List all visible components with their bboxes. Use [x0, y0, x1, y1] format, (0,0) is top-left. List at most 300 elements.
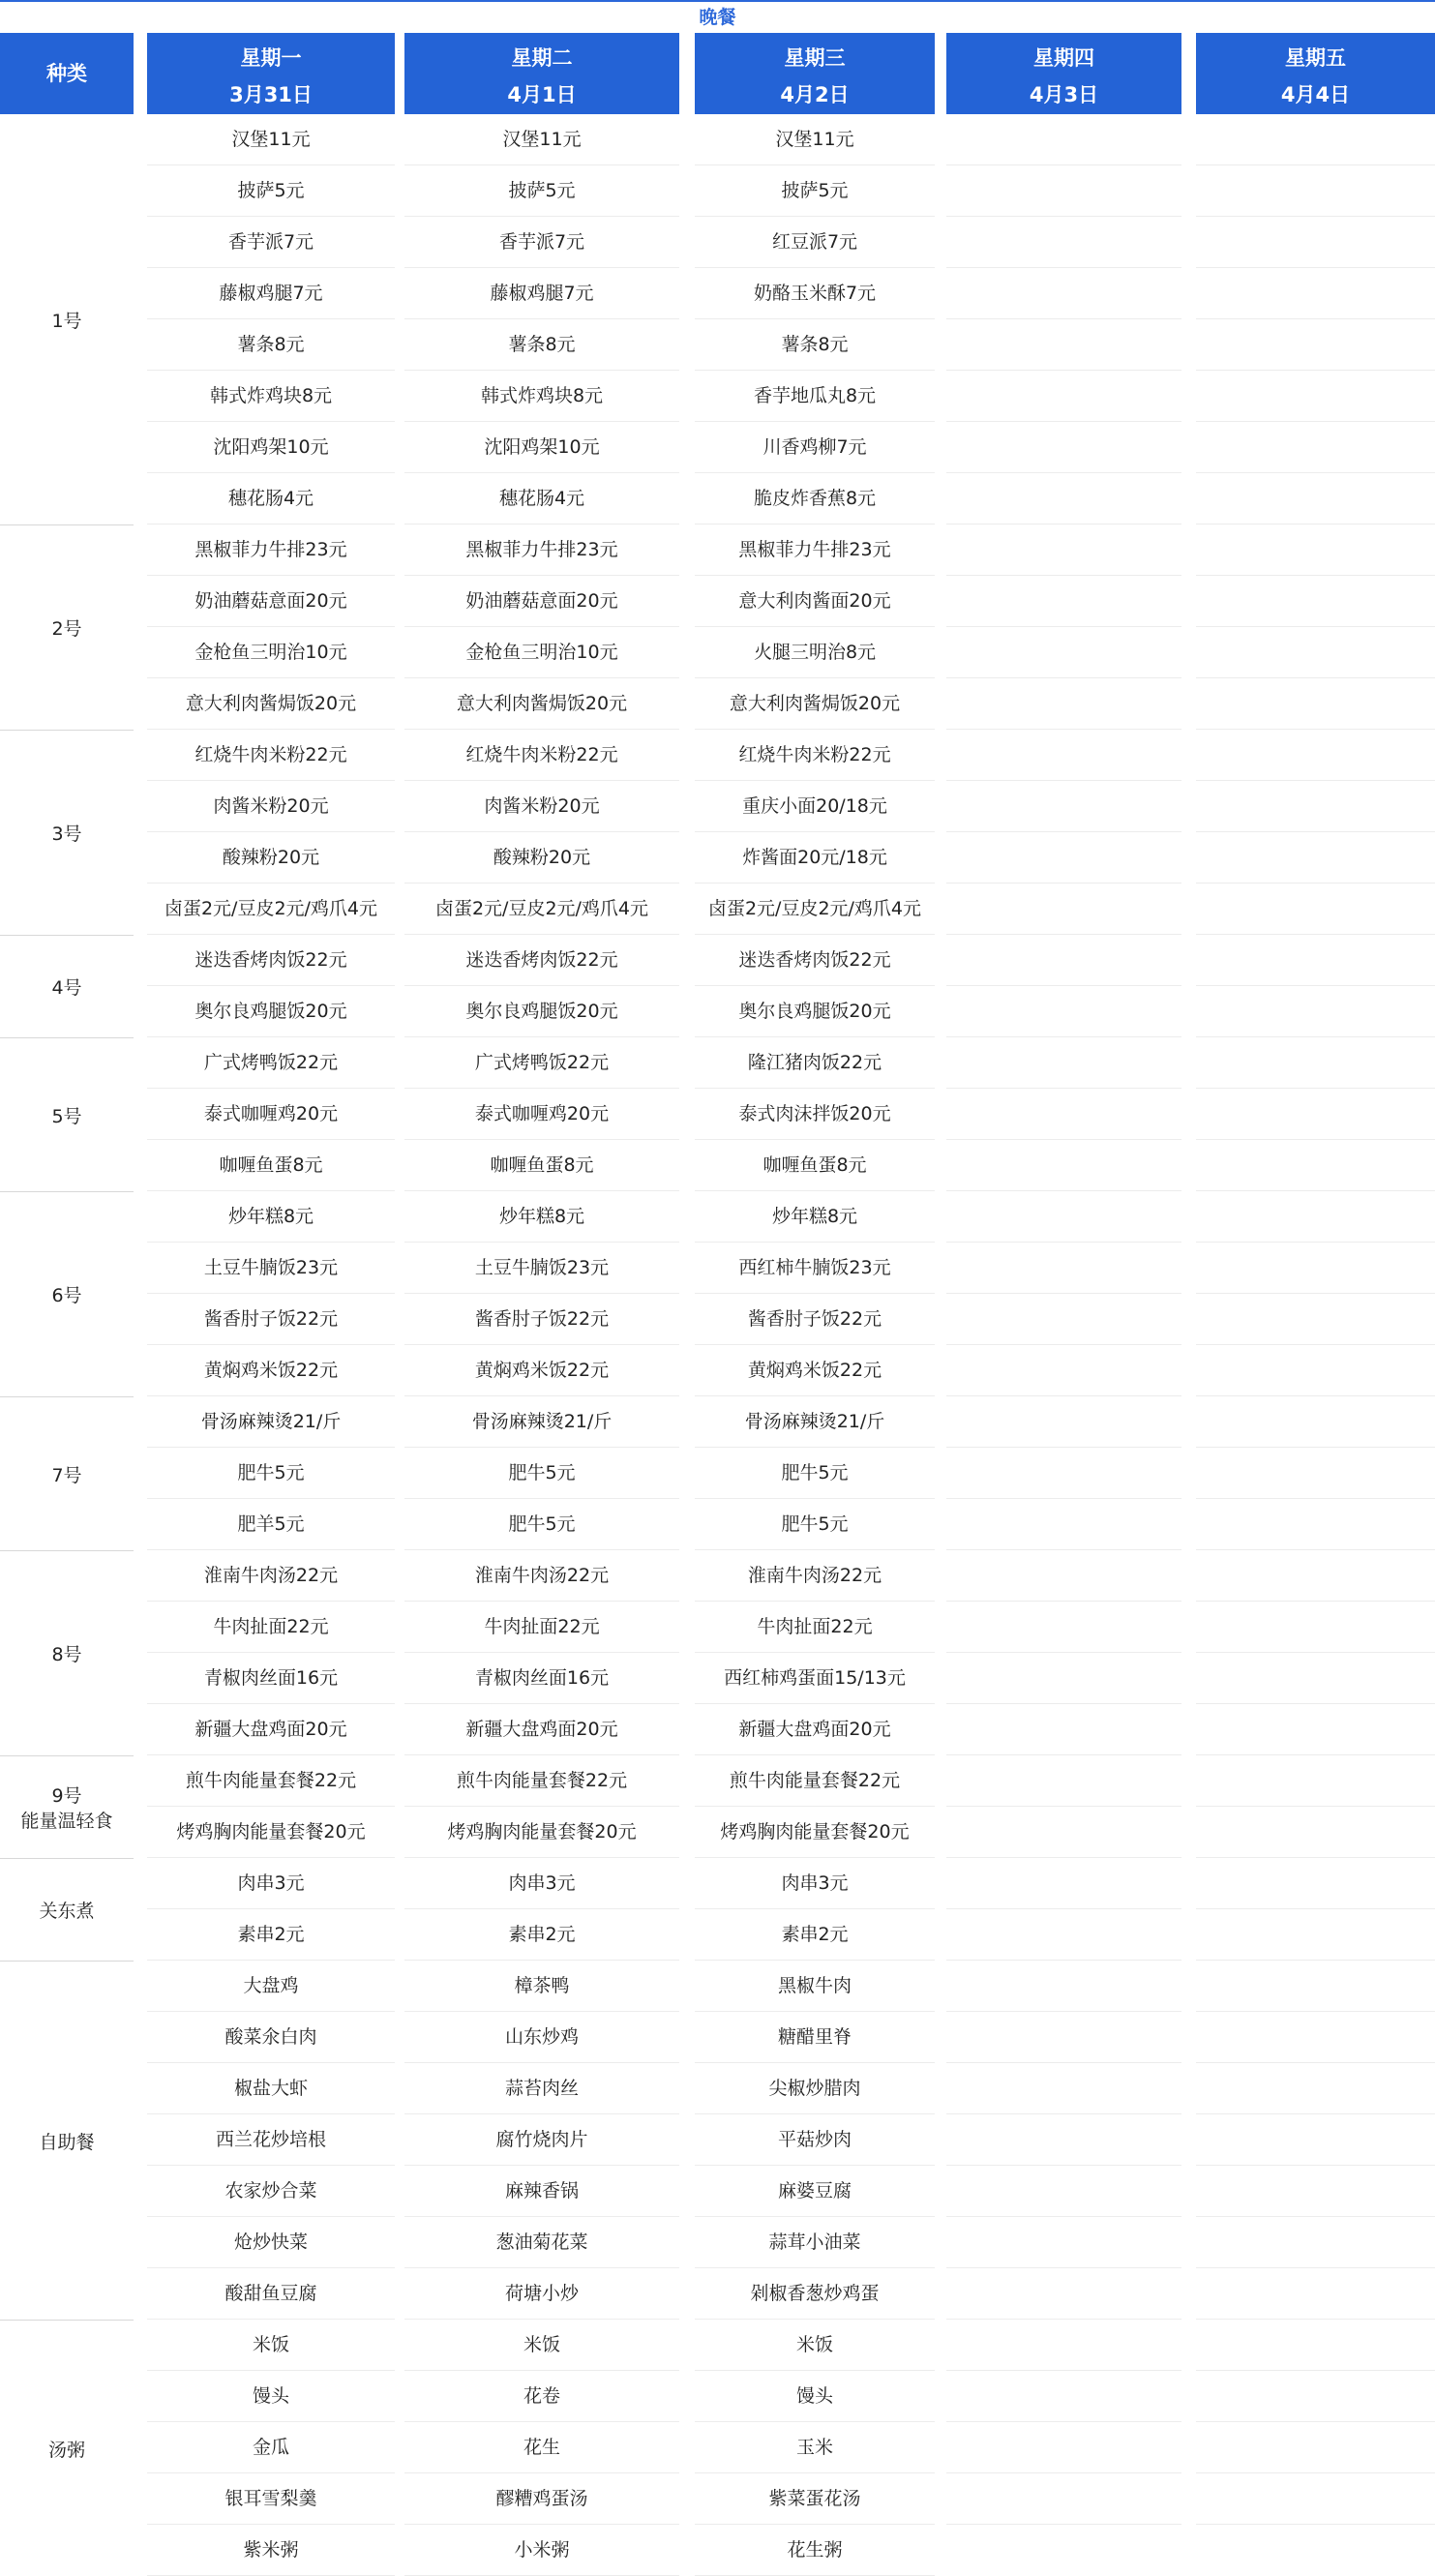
menu-cell [1196, 2114, 1435, 2166]
menu-cell [946, 678, 1181, 730]
menu-cell [946, 2320, 1181, 2371]
table-row [0, 2217, 1435, 2268]
menu-cell: 汉堡11元 [695, 114, 935, 165]
menu-cell [1196, 524, 1435, 576]
menu-cell [1196, 2320, 1435, 2371]
menu-cell: 薯条8元 [404, 319, 679, 371]
table-row [0, 473, 1435, 524]
menu-cell [946, 1858, 1181, 1909]
menu-cell: 肥牛5元 [695, 1499, 935, 1550]
menu-cell: 麻辣香锅 [404, 2166, 679, 2217]
menu-cell: 醪糟鸡蛋汤 [404, 2473, 679, 2525]
menu-cell: 泰式咖喱鸡20元 [147, 1089, 395, 1140]
menu-cell [1196, 986, 1435, 1037]
table-row [0, 1755, 1435, 1807]
table-row [0, 2525, 1435, 2576]
menu-cell: 香芋地瓜丸8元 [695, 371, 935, 422]
menu-cell [946, 217, 1181, 268]
table-row [0, 2268, 1435, 2320]
menu-cell: 酸甜鱼豆腐 [147, 2268, 395, 2320]
menu-cell: 隆江猪肉饭22元 [695, 1037, 935, 1089]
menu-cell: 馒头 [695, 2371, 935, 2422]
table-row [0, 576, 1435, 627]
menu-cell [946, 2525, 1181, 2576]
menu-cell: 意大利肉酱面20元 [695, 576, 935, 627]
category-label-line: 关东煮 [39, 1901, 95, 1922]
table-row [0, 2422, 1435, 2473]
menu-cell [946, 986, 1181, 1037]
menu-cell: 素串2元 [404, 1909, 679, 1961]
menu-cell: 肥牛5元 [695, 1448, 935, 1499]
menu-cell: 咖喱鱼蛋8元 [404, 1140, 679, 1191]
menu-cell: 红烧牛肉米粉22元 [404, 730, 679, 781]
menu-cell: 韩式炸鸡块8元 [404, 371, 679, 422]
menu-cell: 骨汤麻辣烫21/斤 [147, 1396, 395, 1448]
table-row [0, 2012, 1435, 2063]
category-label-line: 自助餐 [39, 2131, 95, 2153]
menu-cell: 意大利肉酱焗饭20元 [404, 678, 679, 730]
menu-cell: 麻婆豆腐 [695, 2166, 935, 2217]
menu-cell [946, 1961, 1181, 2012]
menu-cell: 淮南牛肉汤22元 [404, 1550, 679, 1602]
header-date: 3月31日 [229, 83, 313, 106]
menu-cell [1196, 678, 1435, 730]
menu-cell [946, 1396, 1181, 1448]
menu-cell: 烤鸡胸肉能量套餐20元 [147, 1807, 395, 1858]
menu-cell: 沈阳鸡架10元 [404, 422, 679, 473]
menu-cell: 金枪鱼三明治10元 [147, 627, 395, 678]
header-weekday: 星期四 [1033, 46, 1094, 70]
table-row [0, 1089, 1435, 1140]
table-row [0, 1396, 1435, 1448]
menu-cell [1196, 2166, 1435, 2217]
category-label-line: 9号 [51, 1785, 82, 1807]
category-divider [0, 1037, 134, 1038]
menu-cell: 黄焖鸡米饭22元 [404, 1345, 679, 1396]
menu-cell [946, 2012, 1181, 2063]
menu-cell [1196, 1704, 1435, 1755]
menu-cell [1196, 2422, 1435, 2473]
menu-cell: 奶酪玉米酥7元 [695, 268, 935, 319]
menu-cell [1196, 2473, 1435, 2525]
menu-cell [1196, 2012, 1435, 2063]
menu-cell [946, 114, 1181, 165]
menu-cell [1196, 1909, 1435, 1961]
menu-cell: 酱香肘子饭22元 [147, 1294, 395, 1345]
category-label [0, 730, 134, 935]
menu-cell [1196, 576, 1435, 627]
table-row [0, 781, 1435, 832]
menu-cell: 广式烤鸭饭22元 [147, 1037, 395, 1089]
menu-cell: 意大利肉酱焗饭20元 [147, 678, 395, 730]
table-row [0, 2371, 1435, 2422]
table-row [0, 1653, 1435, 1704]
menu-cell: 西兰花炒培根 [147, 2114, 395, 2166]
menu-cell [1196, 2525, 1435, 2576]
menu-cell [946, 2166, 1181, 2217]
category-divider [0, 1755, 134, 1756]
menu-cell: 小米粥 [404, 2525, 679, 2576]
menu-cell [946, 2268, 1181, 2320]
menu-cell [1196, 627, 1435, 678]
menu-cell [1196, 730, 1435, 781]
menu-cell [1196, 1037, 1435, 1089]
menu-cell [946, 1807, 1181, 1858]
menu-cell: 酱香肘子饭22元 [404, 1294, 679, 1345]
menu-cell: 炒年糕8元 [147, 1191, 395, 1243]
menu-cell: 馒头 [147, 2371, 395, 2422]
menu-cell [1196, 371, 1435, 422]
category-label-line: 8号 [51, 1644, 82, 1665]
category-divider [0, 730, 134, 731]
menu-cell: 尖椒炒腊肉 [695, 2063, 935, 2114]
menu-cell: 紫菜蛋花汤 [695, 2473, 935, 2525]
menu-cell: 韩式炸鸡块8元 [147, 371, 395, 422]
header-weekday: 星期二 [511, 46, 573, 70]
menu-cell: 青椒肉丝面16元 [147, 1653, 395, 1704]
menu-cell: 肉串3元 [147, 1858, 395, 1909]
menu-cell [946, 1755, 1181, 1807]
menu-cell: 泰式肉沫拌饭20元 [695, 1089, 935, 1140]
category-label [0, 1961, 134, 2320]
table-row [0, 371, 1435, 422]
menu-cell [1196, 2268, 1435, 2320]
menu-cell: 煎牛肉能量套餐22元 [147, 1755, 395, 1807]
menu-cell: 腐竹烧肉片 [404, 2114, 679, 2166]
menu-cell [1196, 1448, 1435, 1499]
menu-cell: 西红柿牛腩饭23元 [695, 1243, 935, 1294]
menu-cell [946, 524, 1181, 576]
menu-cell: 青椒肉丝面16元 [404, 1653, 679, 1704]
menu-cell [1196, 473, 1435, 524]
menu-cell [1196, 781, 1435, 832]
menu-cell: 糖醋里脊 [695, 2012, 935, 2063]
menu-cell: 淮南牛肉汤22元 [695, 1550, 935, 1602]
menu-cell [946, 1243, 1181, 1294]
table-row [0, 1243, 1435, 1294]
menu-cell [946, 1499, 1181, 1550]
menu-cell: 汉堡11元 [404, 114, 679, 165]
table-row [0, 1602, 1435, 1653]
menu-cell [1196, 1089, 1435, 1140]
menu-cell [946, 473, 1181, 524]
menu-cell [946, 268, 1181, 319]
menu-cell: 葱油菊花菜 [404, 2217, 679, 2268]
menu-cell: 煎牛肉能量套餐22元 [695, 1755, 935, 1807]
header-weekday: 星期五 [1285, 46, 1346, 70]
table-row [0, 1140, 1435, 1191]
menu-cell [946, 2371, 1181, 2422]
menu-cell [946, 1089, 1181, 1140]
menu-cell [946, 1191, 1181, 1243]
menu-cell [1196, 1807, 1435, 1858]
category-label-line: 5号 [51, 1105, 82, 1127]
menu-cell [1196, 1961, 1435, 2012]
menu-cell: 黑椒菲力牛排23元 [147, 524, 395, 576]
menu-cell [1196, 884, 1435, 935]
table-row [0, 678, 1435, 730]
category-divider [0, 935, 134, 936]
menu-cell: 剁椒香葱炒鸡蛋 [695, 2268, 935, 2320]
table-row [0, 1550, 1435, 1602]
category-label-line: 7号 [51, 1464, 82, 1486]
menu-cell: 肉酱米粉20元 [147, 781, 395, 832]
menu-cell: 金枪鱼三明治10元 [404, 627, 679, 678]
menu-cell: 蒜苔肉丝 [404, 2063, 679, 2114]
menu-cell: 黑椒菲力牛排23元 [695, 524, 935, 576]
header-kind [0, 33, 134, 114]
menu-cell: 迷迭香烤肉饭22元 [404, 935, 679, 986]
menu-cell: 炒年糕8元 [404, 1191, 679, 1243]
category-label [0, 2320, 134, 2576]
menu-cell: 肉串3元 [404, 1858, 679, 1909]
menu-cell [946, 1140, 1181, 1191]
menu-cell [946, 1602, 1181, 1653]
menu-cell [946, 884, 1181, 935]
category-label-line: 能量温轻食 [20, 1811, 113, 1832]
menu-cell: 香芋派7元 [147, 217, 395, 268]
menu-cell: 肥羊5元 [147, 1499, 395, 1550]
menu-cell: 咖喱鱼蛋8元 [695, 1140, 935, 1191]
menu-cell [1196, 217, 1435, 268]
table-row [0, 1961, 1435, 2012]
menu-cell [1196, 2063, 1435, 2114]
menu-cell [1196, 1550, 1435, 1602]
header-date: 4月1日 [507, 83, 577, 106]
menu-cell [946, 935, 1181, 986]
table-row [0, 217, 1435, 268]
menu-cell [1196, 832, 1435, 884]
category-label-line: 3号 [51, 824, 82, 845]
menu-cell: 西红柿鸡蛋面15/13元 [695, 1653, 935, 1704]
menu-cell: 红烧牛肉米粉22元 [695, 730, 935, 781]
menu-cell [946, 2063, 1181, 2114]
menu-cell [1196, 1345, 1435, 1396]
menu-cell [1196, 1243, 1435, 1294]
menu-cell [1196, 114, 1435, 165]
menu-cell [946, 832, 1181, 884]
menu-cell: 骨汤麻辣烫21/斤 [404, 1396, 679, 1448]
menu-cell: 藤椒鸡腿7元 [404, 268, 679, 319]
menu-cell [946, 422, 1181, 473]
menu-cell: 奥尔良鸡腿饭20元 [695, 986, 935, 1037]
menu-cell: 烤鸡胸肉能量套餐20元 [695, 1807, 935, 1858]
menu-cell: 米饭 [695, 2320, 935, 2371]
menu-cell: 荷塘小炒 [404, 2268, 679, 2320]
menu-cell: 意大利肉酱焗饭20元 [695, 678, 935, 730]
menu-cell [946, 1037, 1181, 1089]
menu-cell: 肥牛5元 [404, 1499, 679, 1550]
menu-cell: 米饭 [147, 2320, 395, 2371]
menu-cell: 素串2元 [695, 1909, 935, 1961]
menu-cell: 披萨5元 [404, 165, 679, 217]
table-row [0, 165, 1435, 217]
header-weekday: 星期一 [240, 46, 302, 70]
category-divider [0, 1550, 134, 1551]
menu-cell: 炸酱面20元/18元 [695, 832, 935, 884]
menu-cell: 肥牛5元 [404, 1448, 679, 1499]
menu-cell: 淮南牛肉汤22元 [147, 1550, 395, 1602]
menu-cell: 玉米 [695, 2422, 935, 2473]
menu-cell: 蒜茸小油菜 [695, 2217, 935, 2268]
menu-cell: 紫米粥 [147, 2525, 395, 2576]
table-row [0, 1345, 1435, 1396]
menu-cell [1196, 1653, 1435, 1704]
menu-cell: 沈阳鸡架10元 [147, 422, 395, 473]
menu-cell: 泰式咖喱鸡20元 [404, 1089, 679, 1140]
menu-cell: 火腿三明治8元 [695, 627, 935, 678]
menu-cell: 酱香肘子饭22元 [695, 1294, 935, 1345]
table-row [0, 319, 1435, 371]
menu-cell: 黑椒菲力牛排23元 [404, 524, 679, 576]
menu-cell [946, 730, 1181, 781]
menu-cell: 肉酱米粉20元 [404, 781, 679, 832]
table-row [0, 986, 1435, 1037]
menu-cell: 卤蛋2元/豆皮2元/鸡爪4元 [147, 884, 395, 935]
menu-cell [946, 1294, 1181, 1345]
menu-cell [1196, 1191, 1435, 1243]
header-day-fri [1196, 33, 1435, 114]
menu-cell: 新疆大盘鸡面20元 [404, 1704, 679, 1755]
category-label [0, 1191, 134, 1396]
menu-cell [946, 1909, 1181, 1961]
header-day-wed [695, 33, 935, 114]
header-kind-label: 种类 [46, 62, 87, 85]
menu-cell: 奥尔良鸡腿饭20元 [404, 986, 679, 1037]
menu-cell: 披萨5元 [695, 165, 935, 217]
menu-cell: 咖喱鱼蛋8元 [147, 1140, 395, 1191]
menu-cell [946, 1704, 1181, 1755]
menu-cell: 脆皮炸香蕉8元 [695, 473, 935, 524]
table-row [0, 627, 1435, 678]
menu-cell [1196, 422, 1435, 473]
table-row [0, 832, 1435, 884]
table-row [0, 730, 1435, 781]
table-row [0, 524, 1435, 576]
category-label [0, 1550, 134, 1755]
menu-cell [946, 371, 1181, 422]
table-row [0, 1807, 1435, 1858]
menu-cell [1196, 1396, 1435, 1448]
category-divider [0, 1396, 134, 1397]
menu-cell: 金瓜 [147, 2422, 395, 2473]
menu-cell: 薯条8元 [695, 319, 935, 371]
menu-cell: 广式烤鸭饭22元 [404, 1037, 679, 1089]
table-row [0, 268, 1435, 319]
header-date: 4月4日 [1280, 83, 1351, 106]
category-label [0, 524, 134, 730]
category-label-line: 2号 [51, 618, 82, 640]
table-row [0, 1191, 1435, 1243]
table-row [0, 1037, 1435, 1089]
menu-cell [946, 1345, 1181, 1396]
menu-cell: 农家炒合菜 [147, 2166, 395, 2217]
menu-cell [946, 2114, 1181, 2166]
menu-cell: 奶油蘑菇意面20元 [147, 576, 395, 627]
menu-cell [1196, 1140, 1435, 1191]
menu-cell: 椒盐大虾 [147, 2063, 395, 2114]
menu-cell [946, 319, 1181, 371]
menu-cell [1196, 319, 1435, 371]
menu-cell: 穗花肠4元 [147, 473, 395, 524]
category-label-line: 汤粥 [47, 2439, 85, 2461]
menu-cell: 红豆派7元 [695, 217, 935, 268]
menu-cell: 牛肉扯面22元 [404, 1602, 679, 1653]
table-row [0, 2320, 1435, 2371]
menu-cell: 新疆大盘鸡面20元 [147, 1704, 395, 1755]
menu-cell: 肥牛5元 [147, 1448, 395, 1499]
menu-cell: 炒年糕8元 [695, 1191, 935, 1243]
category-label-line: 1号 [51, 311, 82, 332]
category-label [0, 1858, 134, 1961]
menu-cell: 米饭 [404, 2320, 679, 2371]
menu-cell: 红烧牛肉米粉22元 [147, 730, 395, 781]
menu-cell: 汉堡11元 [147, 114, 395, 165]
menu-cell: 奶油蘑菇意面20元 [404, 576, 679, 627]
category-divider [0, 1858, 134, 1859]
menu-cell: 迷迭香烤肉饭22元 [695, 935, 935, 986]
menu-cell: 卤蛋2元/豆皮2元/鸡爪4元 [695, 884, 935, 935]
menu-cell [946, 1550, 1181, 1602]
header-day-mon [147, 33, 395, 114]
table-row [0, 2166, 1435, 2217]
menu-cell: 迷迭香烤肉饭22元 [147, 935, 395, 986]
menu-cell: 银耳雪梨羹 [147, 2473, 395, 2525]
menu-cell [946, 576, 1181, 627]
menu-cell: 牛肉扯面22元 [695, 1602, 935, 1653]
menu-cell [946, 2422, 1181, 2473]
menu-cell: 奥尔良鸡腿饭20元 [147, 986, 395, 1037]
table-row [0, 1909, 1435, 1961]
menu-cell: 披萨5元 [147, 165, 395, 217]
category-label-line: 6号 [51, 1285, 82, 1306]
menu-cell [946, 2473, 1181, 2525]
menu-cell: 煎牛肉能量套餐22元 [404, 1755, 679, 1807]
table-row [0, 1294, 1435, 1345]
menu-cell [1196, 1602, 1435, 1653]
menu-cell: 川香鸡柳7元 [695, 422, 935, 473]
menu-cell [1196, 2217, 1435, 2268]
header-date: 4月2日 [780, 83, 850, 106]
menu-cell: 山东炒鸡 [404, 2012, 679, 2063]
menu-cell: 酸辣粉20元 [147, 832, 395, 884]
table-row [0, 2063, 1435, 2114]
menu-cell: 卤蛋2元/豆皮2元/鸡爪4元 [404, 884, 679, 935]
category-label [0, 935, 134, 1037]
menu-cell: 土豆牛腩饭23元 [147, 1243, 395, 1294]
menu-cell: 黑椒牛肉 [695, 1961, 935, 2012]
menu-cell: 骨汤麻辣烫21/斤 [695, 1396, 935, 1448]
header-day-thu [946, 33, 1181, 114]
menu-cell: 炝炒快菜 [147, 2217, 395, 2268]
menu-cell: 素串2元 [147, 1909, 395, 1961]
menu-cell [946, 1448, 1181, 1499]
menu-cell: 烤鸡胸肉能量套餐20元 [404, 1807, 679, 1858]
table-row [0, 422, 1435, 473]
header-day-tue [404, 33, 679, 114]
menu-cell [1196, 1294, 1435, 1345]
table-row [0, 2114, 1435, 2166]
menu-cell: 穗花肠4元 [404, 473, 679, 524]
menu-cell: 土豆牛腩饭23元 [404, 1243, 679, 1294]
menu-cell: 平菇炒肉 [695, 2114, 935, 2166]
category-divider [0, 524, 134, 525]
menu-cell: 花生 [404, 2422, 679, 2473]
table-row [0, 2473, 1435, 2525]
menu-cell: 黄焖鸡米饭22元 [695, 1345, 935, 1396]
menu-cell [1196, 165, 1435, 217]
category-label [0, 1037, 134, 1191]
